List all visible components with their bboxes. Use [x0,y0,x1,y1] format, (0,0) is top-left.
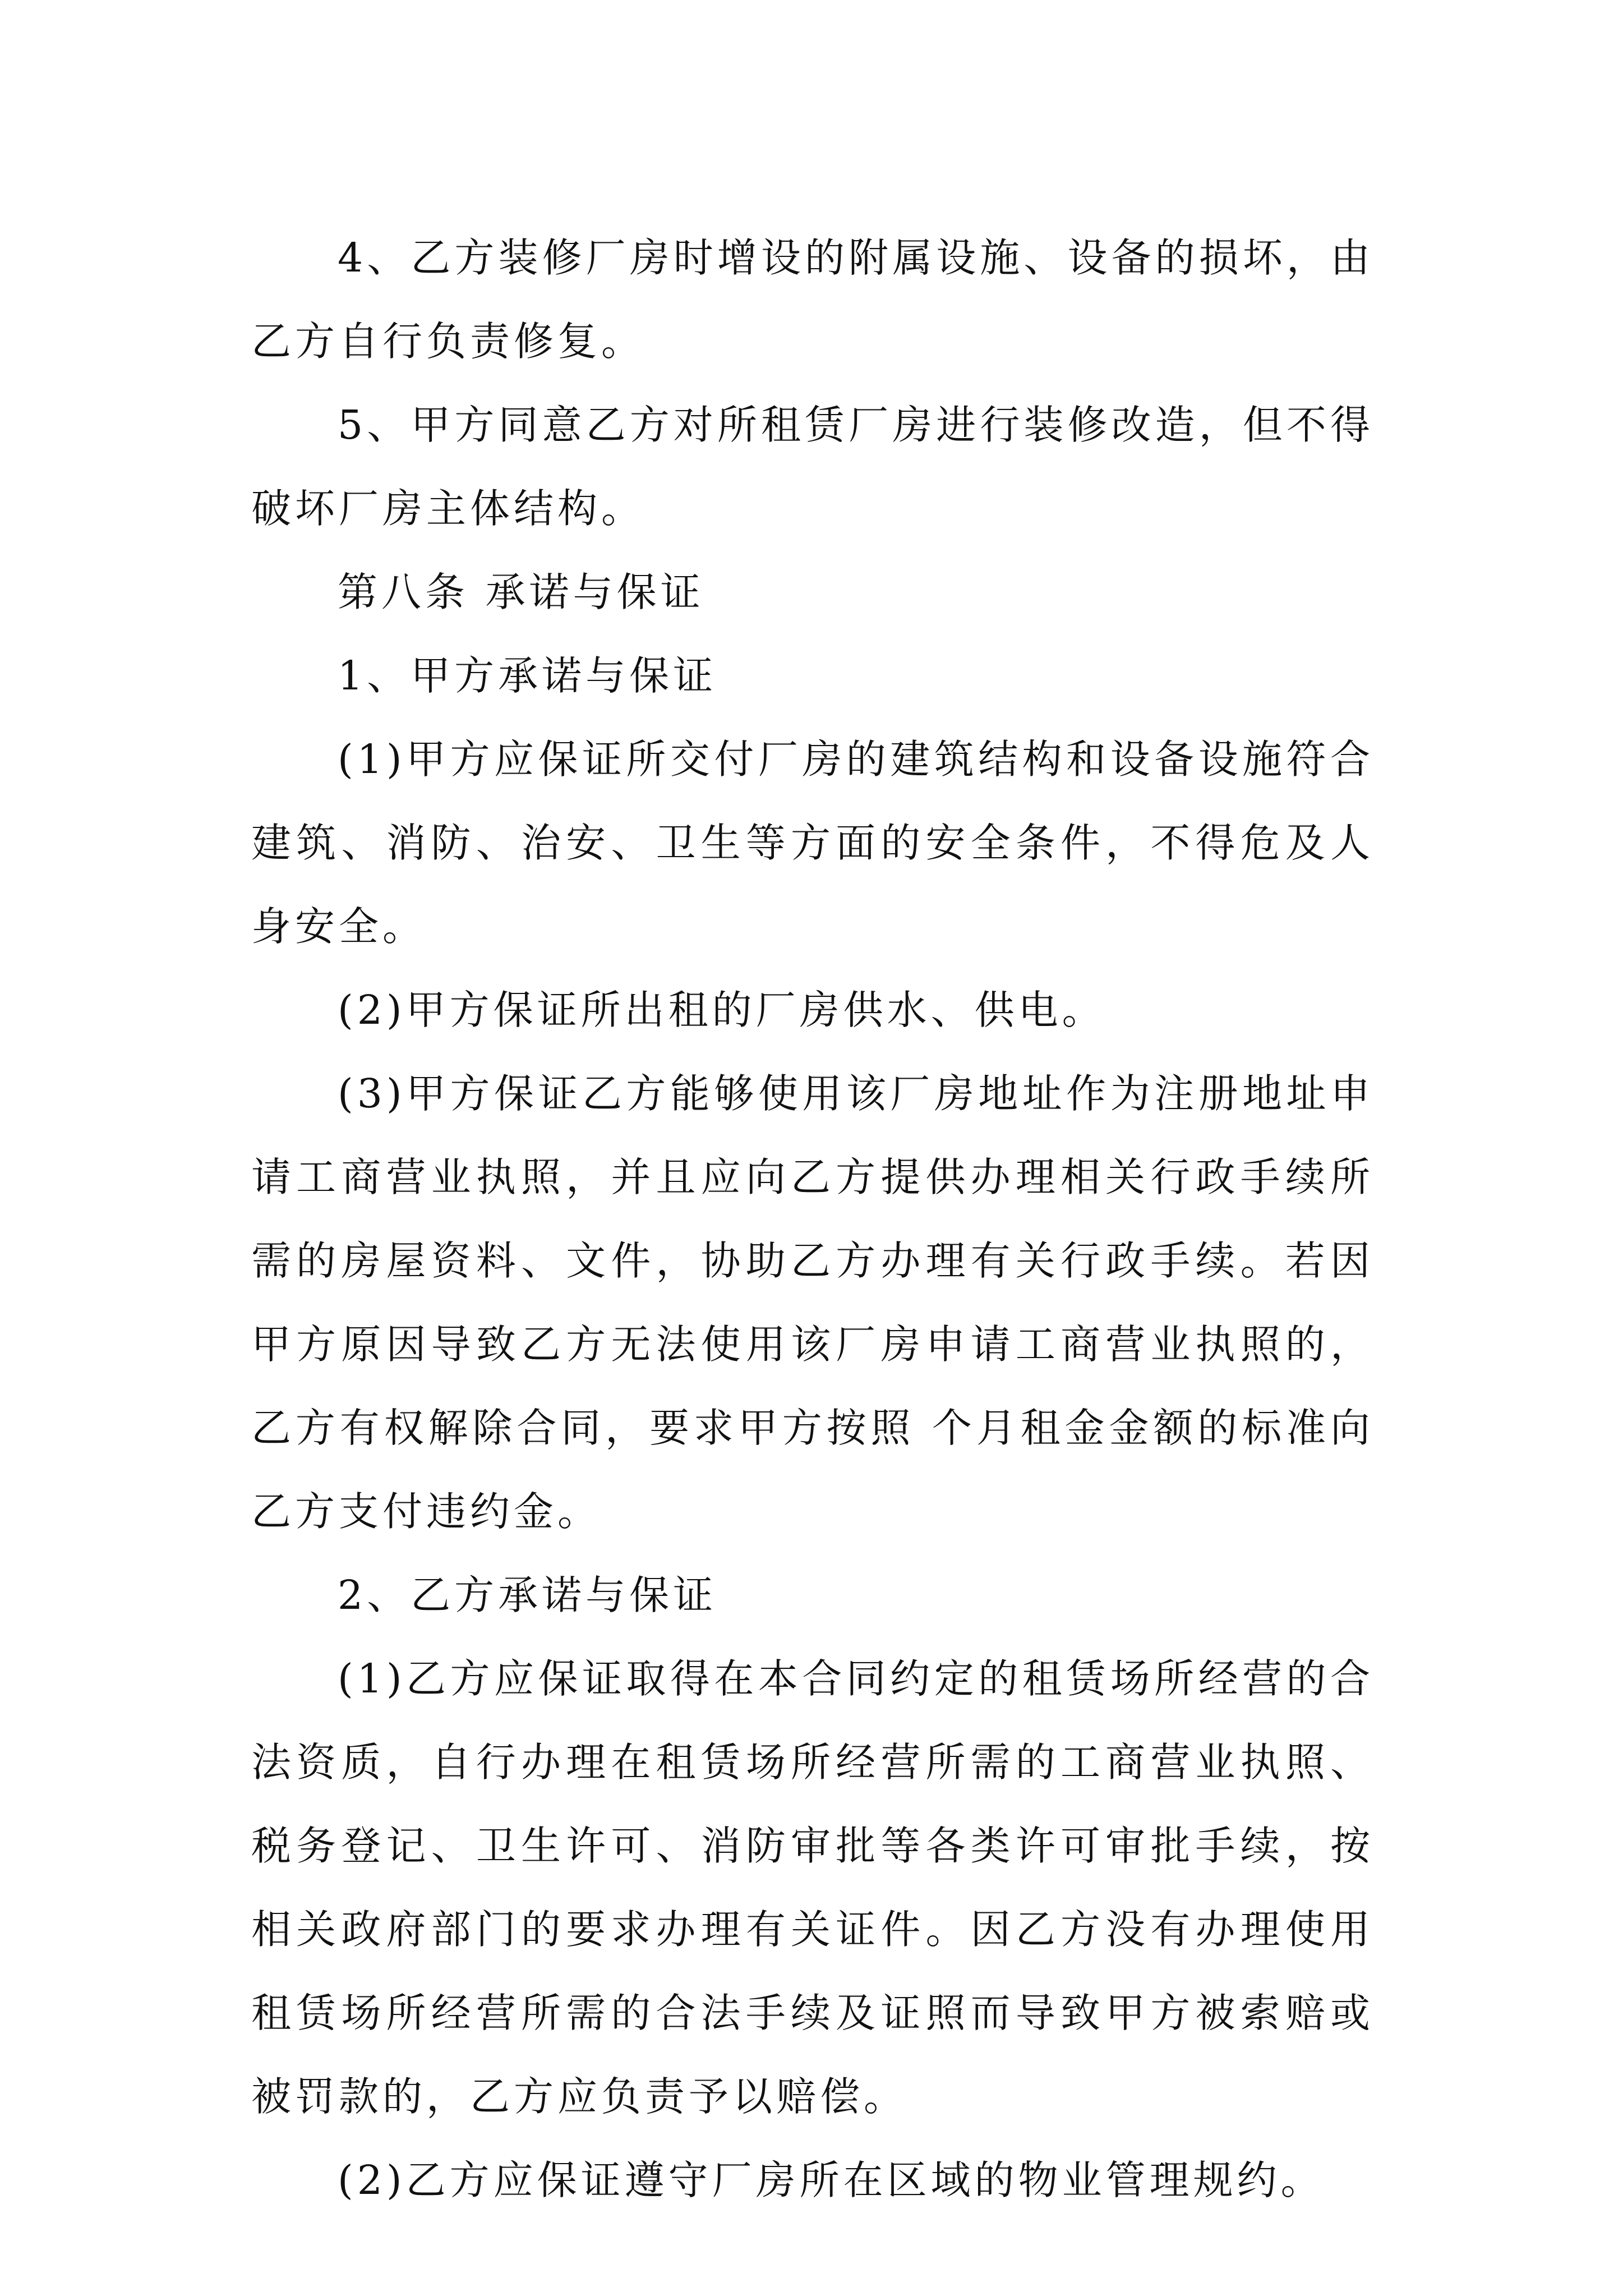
party-a-item-2: (2)甲方保证所出租的厂房供水、供电。 [338,987,1106,1033]
paragraph-clause-7-4: 4、乙方装修厂房时增设的附属设施、设备的损坏，由乙方自行负责修复。 [251,234,1374,365]
party-b-item-1: (1)乙方应保证取得在本合同约定的租赁场所经营的合法资质，自行办理在租赁场所经营所需的工商营业执照、税务登记、卫生许可、消防审批等各类许可审批手续，按相关政府部门的要求办理有关证件。因乙方没有办理使用租赁场所经营所需的合法手续及证照而导致甲方被索赔或被罚款的，乙方应负责予以赔偿。 [251,1655,1374,2120]
paragraph-clause-7-5: 5、甲方同意乙方对所租赁厂房进行装修改造，但不得破坏厂房主体结构。 [251,402,1374,532]
party-a-item-3: (3)甲方保证乙方能够使用该厂房地址作为注册地址申请工商营业执照，并且应向乙方提供办理相关行政手续所需的房屋资料、文件，协助乙方办理有关行政手续。若因甲方原因导致乙方无法使用该厂房申请工商营业执照的，乙方有权解除合同，要求甲方按照 个月租金金额的标准向乙方支付违约金。 [251,1070,1374,1535]
party-b-item-2: (2)乙方应保证遵守厂房所在区域的物业管理规约。 [338,2157,1325,2203]
document-body [251,216,1374,2222]
party-b-commitment-heading: 2、乙方承诺与保证 [338,1572,717,1618]
party-a-commitment-heading: 1、甲方承诺与保证 [338,652,717,699]
article-8-heading: 第八条 承诺与保证 [338,569,704,615]
party-a-item-1: (1)甲方应保证所交付厂房的建筑结构和设备设施符合建筑、消防、治安、卫生等方面的安全条件，不得危及人身安全。 [251,736,1374,950]
